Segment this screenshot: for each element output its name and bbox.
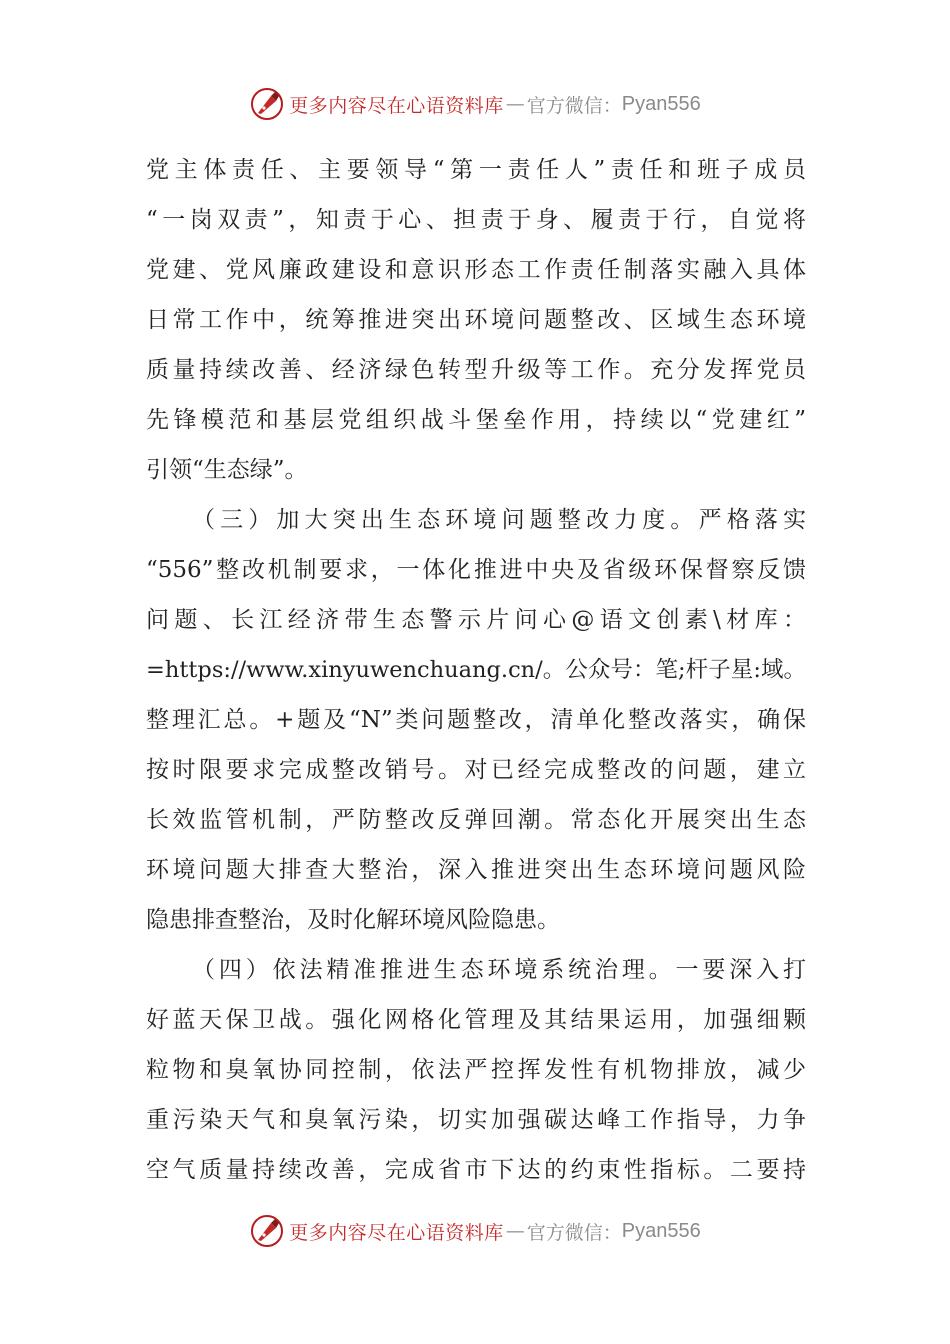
text-line: （三）加大突出生态环境问题整改力度。严格落实 <box>192 507 806 533</box>
text-line: 隐患排查整治，及时化解环境风险隐患。 <box>146 907 560 933</box>
banner-title: 更多内容尽在心语资料库 <box>289 94 504 117</box>
text-line: 长效监管机制，严防整改反弹回潮。常态化开展突出生态 <box>146 807 806 833</box>
text-line: =https://www.xinyuwenchuang.cn/。公众号：笔;杆子星:域。 <box>146 657 806 683</box>
text-line: “556”整改机制要求，一体化推进中央及省级环保督察反馈 <box>146 557 806 583</box>
text-line: 引领“生态绿”。 <box>146 457 308 483</box>
footer-banner <box>0 1211 950 1251</box>
text-line: 整理汇总。+题及“N”类问题整改，清单化整改落实，确保 <box>146 707 806 733</box>
pen-nib-logo-icon <box>249 1213 285 1249</box>
text-line: 环境问题大排查大整治，深入推进突出生态环境问题风险 <box>146 857 806 883</box>
banner-separator: — <box>505 93 525 115</box>
paragraph-3 <box>146 945 806 1195</box>
text-line: 空气质量持续改善，完成省市下达的约束性指标。二要持 <box>146 1157 806 1183</box>
text-line: “一岗双责”，知责于心、担责于身、履责于行，自觉将 <box>146 207 806 233</box>
text-line: 按时限要求完成整改销号。对已经完成整改的问题，建立 <box>146 757 806 783</box>
banner-wechat-id: Pyan556 <box>621 92 701 115</box>
text-line: 问题、长江经济带生态警示片问心@语文创素\材库： <box>146 607 806 633</box>
text-line: 日常工作中，统筹推进突出环境问题整改、区域生态环境 <box>146 307 806 333</box>
banner-wechat-id: Pyan556 <box>621 1219 701 1242</box>
banner-title: 更多内容尽在心语资料库 <box>289 1221 504 1244</box>
paragraph-1 <box>146 145 806 495</box>
pen-nib-logo-icon <box>249 86 285 122</box>
banner-suffix: 官方微信： <box>526 94 622 117</box>
header-banner <box>0 84 950 124</box>
text-line: 质量持续改善、经济绿色转型升级等工作。充分发挥党员 <box>146 357 806 383</box>
text-line: 粒物和臭氧协同控制，依法严控挥发性有机物排放，减少 <box>146 1057 806 1083</box>
document-body <box>146 145 806 1195</box>
text-line: （四）依法精准推进生态环境系统治理。一要深入打 <box>192 957 806 983</box>
banner-separator: — <box>505 1220 525 1242</box>
text-line: 好蓝天保卫战。强化网格化管理及其结果运用，加强细颗 <box>146 1007 806 1033</box>
text-line: 重污染天气和臭氧污染，切实加强碳达峰工作指导，力争 <box>146 1107 806 1133</box>
text-line: 先锋模范和基层党组织战斗堡垒作用，持续以“党建红” <box>146 407 806 433</box>
text-line: 党主体责任、主要领导“第一责任人”责任和班子成员 <box>146 157 806 183</box>
banner-suffix: 官方微信： <box>526 1221 622 1244</box>
paragraph-2 <box>146 495 806 945</box>
text-line: 党建、党风廉政建设和意识形态工作责任制落实融入具体 <box>146 257 806 283</box>
